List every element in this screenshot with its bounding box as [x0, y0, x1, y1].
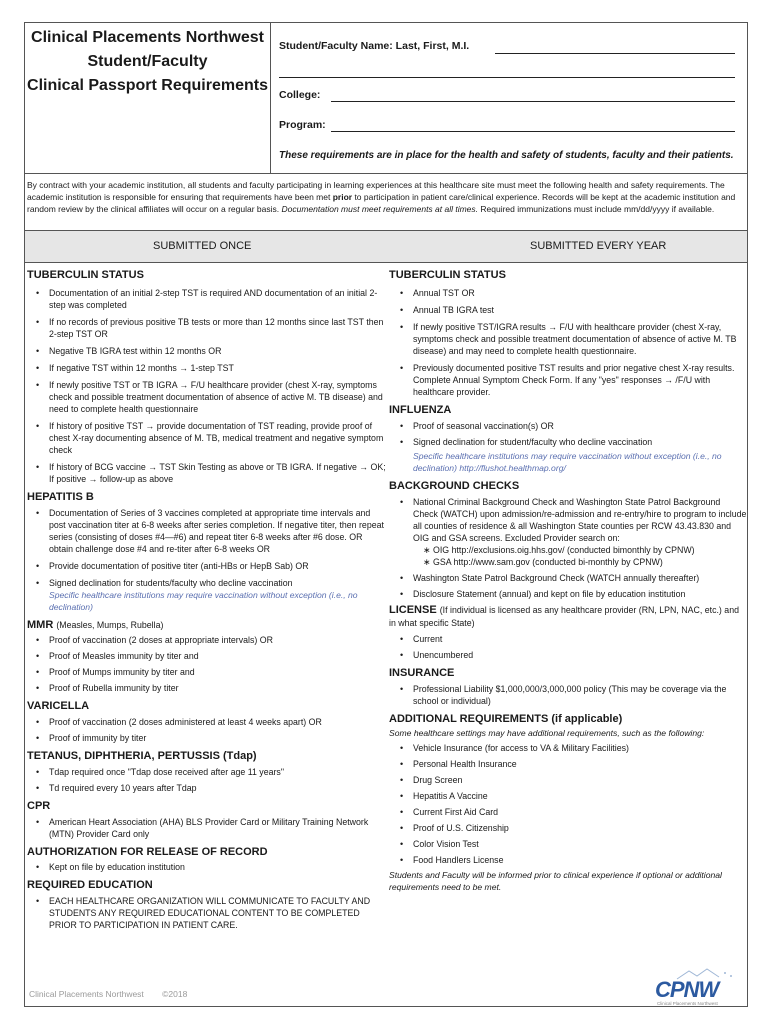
license-subtitle: (If individual is licensed as any healthcare provider (RN, LPN, NAC, etc.) and in what specific State): [389, 605, 739, 628]
right-column: [389, 263, 747, 893]
intro-bold: prior: [332, 192, 353, 202]
list-item: • Tdap required once "Tdap dose received after age 11 years": [25, 766, 387, 778]
list-item: • Washington State Patrol Background Check (WATCH annually thereafter): [389, 572, 747, 584]
tb-once-list: [25, 287, 387, 485]
influenza-note: Specific healthcare institutions may require vaccination without exception (i.e., no declination) http://flushot.healthmap.org/: [413, 451, 722, 473]
list-item: • Food Handlers License: [389, 854, 747, 866]
intro-paragraph: [25, 173, 747, 231]
title-line-3: Clinical Passport Requirements: [27, 77, 268, 94]
list-item: • Annual TST OR: [389, 287, 747, 299]
list-item: • Kept on file by education institution: [25, 861, 387, 873]
tb-annual-title: TUBERCULIN STATUS: [389, 269, 506, 281]
name-field-line2[interactable]: [279, 77, 735, 78]
list-item: • Professional Liability $1,000,000/3,000,000 policy (This may be coverage via the school or individual): [389, 683, 747, 707]
license-title: [389, 604, 747, 630]
name-field[interactable]: [495, 53, 735, 54]
hepb-list: [25, 507, 387, 589]
license-title-text: LICENSE: [389, 604, 437, 616]
title-box: [25, 23, 271, 173]
authorization-title: AUTHORIZATION FOR RELEASE OF RECORD: [27, 846, 268, 858]
list-item: • Current: [389, 633, 747, 645]
background-title: BACKGROUND CHECKS: [389, 480, 520, 492]
additional-list: [389, 742, 747, 866]
college-label: College:: [279, 89, 321, 101]
list-item: • Negative TB IGRA test within 12 months OR: [25, 345, 387, 357]
list-item: • Proof of vaccination (2 doses at appropriate intervals) OR: [25, 634, 387, 646]
left-column: [25, 263, 387, 931]
influenza-title: INFLUENZA: [389, 404, 452, 416]
list-item: • If newly positive TST or TB IGRA → F/U healthcare provider (chest X-ray, symptoms check and possible treatment documentation of absence of active M. TB disease) and need to complete health questionnaire: [25, 379, 387, 415]
list-item: • American Heart Association (AHA) BLS Provider Card or Military Training Network (MTN) Provider Card only: [25, 816, 387, 840]
list-item: • Disclosure Statement (annual) and kept on file by education institution: [389, 588, 747, 600]
submitted-once-header: SUBMITTED ONCE: [153, 240, 252, 252]
passport-page: [24, 22, 748, 1007]
intro-text-2: to participation in patient care/clinical experience. Records will be kept at the academic institution and random review by the clinical affiliates will occur on a regular basis.: [27, 192, 736, 214]
logo-subtext: Clinical Placements Northwest: [657, 1001, 718, 1006]
list-item: • Documentation of Series of 3 vaccines completed at appropriate time intervals and post vaccination titer at 6-8 weeks after series completion. If negative titer, then repeat series (consisting of doses #4—#6) and repeat titer 6-8 weeks after #6 dose. OR obtain challenge dose #4 and re-titer after 6-8 weeks OR: [25, 507, 387, 555]
list-item: • Signed declination for students/faculty who decline vaccination: [25, 577, 387, 589]
varicella-title: VARICELLA: [27, 700, 90, 712]
list-item: • Td required every 10 years after Tdap: [25, 782, 387, 794]
footer: [29, 989, 203, 999]
cpnw-logo: [655, 967, 745, 1007]
list-item: • Proof of Measles immunity by titer and: [25, 650, 387, 662]
list-item: • Proof of U.S. Citizenship: [389, 822, 747, 834]
list-item: • If history of BCG vaccine → TST Skin Testing as above or TB IGRA. If negative → OK; If positive → follow-up as above: [25, 461, 387, 485]
title-line-1: Clinical Placements Northwest: [31, 29, 264, 46]
mmr-list: [25, 634, 387, 694]
hepb-note: Specific healthcare institutions may require vaccination without exception (i.e., no declination): [49, 590, 358, 612]
additional-closing: Students and Faculty will be informed prior to clinical experience if optional or additional requirements need to be met.: [389, 870, 722, 892]
safety-note: These requirements are in place for the health and safety of students, faculty and their patients.: [279, 150, 734, 161]
list-item: • Vehicle Insurance (for access to VA & Military Facilities): [389, 742, 747, 754]
program-field[interactable]: [331, 131, 735, 132]
list-item: • Hepatitis A Vaccine: [389, 790, 747, 802]
list-item: • Proof of immunity by titer: [25, 732, 387, 744]
education-list: [25, 895, 387, 931]
list-item: ∗ OIG http://exclusions.oig.hhs.gov/ (conducted bimonthly by CPNW): [389, 544, 747, 556]
college-field[interactable]: [331, 101, 735, 102]
varicella-list: [25, 716, 387, 744]
list-item: • Proof of vaccination (2 doses administered at least 4 weeks apart) OR: [25, 716, 387, 728]
mmr-title-text: MMR: [27, 619, 54, 631]
title-line-2: Student/Faculty: [87, 53, 208, 70]
tdap-list: [25, 766, 387, 794]
list-item: • If negative TST within 12 months → 1-step TST: [25, 362, 387, 374]
list-item: • Annual TB IGRA test: [389, 304, 747, 316]
intro-text-1: By contract with your academic institution, all students and faculty participating in learning experiences at this healthcare site must meet the following health and safety requirements. The academic institution is responsible for ensuring that requirements have been met: [27, 180, 725, 202]
education-title: REQUIRED EDUCATION: [27, 879, 153, 891]
submitted-every-year-header: SUBMITTED EVERY YEAR: [530, 240, 667, 252]
cpr-title: CPR: [27, 800, 51, 812]
list-item: • Proof of Rubella immunity by titer: [25, 682, 387, 694]
list-item: • Current First Aid Card: [389, 806, 747, 818]
intro-italic: Documentation must meet requirements at all times.: [281, 204, 479, 214]
insurance-list: [389, 683, 747, 707]
list-item: • Color Vision Test: [389, 838, 747, 850]
cpr-list: [25, 816, 387, 840]
additional-intro: Some healthcare settings may have additional requirements, such as the following:: [389, 728, 705, 738]
additional-title: ADDITIONAL REQUIREMENTS (if applicable): [389, 713, 623, 725]
footer-copyright: ©2018: [162, 989, 188, 999]
column-headers: [25, 231, 747, 263]
list-item: • Proof of seasonal vaccination(s) OR: [389, 420, 747, 432]
logo-text: CPNW: [655, 977, 719, 1002]
mmr-subtitle: (Measles, Mumps, Rubella): [56, 620, 164, 630]
list-item: • If no records of previous positive TB tests or more than 12 months since last TST then 2-step TST OR: [25, 316, 387, 340]
authorization-list: [25, 861, 387, 873]
tb-once-title: TUBERCULIN STATUS: [27, 269, 144, 281]
list-item: • Documentation of an initial 2-step TST is required AND documentation of an initial 2-step was completed: [25, 287, 387, 311]
list-item: ∗ GSA http://www.sam.gov (conducted bi-monthly by CPNW): [389, 556, 747, 568]
insurance-title: INSURANCE: [389, 667, 455, 679]
list-item: • Personal Health Insurance: [389, 758, 747, 770]
influenza-list: [389, 420, 747, 448]
name-label: Student/Faculty Name: Last, First, M.I.: [279, 40, 470, 52]
mmr-title: [27, 619, 387, 631]
list-item: • Proof of Mumps immunity by titer and: [25, 666, 387, 678]
intro-text-3: Required immunizations must include mm/dd/yyyy if available.: [478, 204, 715, 214]
hepb-title: HEPATITIS B: [27, 491, 94, 503]
list-item: • Previously documented positive TST results and prior negative chest X-ray results. Complete Annual Symptom Check Form. If any "yes" responses → /F/U with healthcare provider.: [389, 362, 747, 398]
footer-org: Clinical Placements Northwest: [29, 989, 144, 999]
list-item: • If newly positive TST/IGRA results → F/U with healthcare provider (chest X-ray, symptoms check and possible treatment documentation of absence of active M. TB disease) and may need to complete health questionnaire.: [389, 321, 747, 357]
tdap-title: TETANUS, DIPHTHERIA, PERTUSSIS (Tdap): [27, 750, 257, 762]
header: [25, 23, 747, 173]
list-item: • Provide documentation of positive titer (anti-HBs or HepB Sab) OR: [25, 560, 387, 572]
list-item: • Signed declination for student/faculty who decline vaccination: [389, 436, 747, 448]
license-list: [389, 633, 747, 661]
list-item: • If history of positive TST → provide documentation of TST reading, provide proof of chest X-ray documenting absence of M. TB, medical treatment and negative symptom check: [25, 420, 387, 456]
background-list: [389, 496, 747, 600]
list-item: • National Criminal Background Check and Washington State Patrol Background Check (WATCH) upon admission/re-admission and re-entry/hire to program to include all counties of residence & all Washington State counties per RCW 43.43.830 and OIG and GSA screens. Excluded Provider search on:: [389, 496, 747, 544]
tb-annual-list: [389, 287, 747, 398]
list-item: • EACH HEALTHCARE ORGANIZATION WILL COMMUNICATE TO FACULTY AND STUDENTS ANY REQUIRED EDUCATIONAL CONTENT TO BE COMPLETED PRIOR TO PARTICIPATION IN PATIENT CARE.: [25, 895, 387, 931]
list-item: • Drug Screen: [389, 774, 747, 786]
program-label: Program:: [279, 119, 326, 131]
list-item: • Unencumbered: [389, 649, 747, 661]
